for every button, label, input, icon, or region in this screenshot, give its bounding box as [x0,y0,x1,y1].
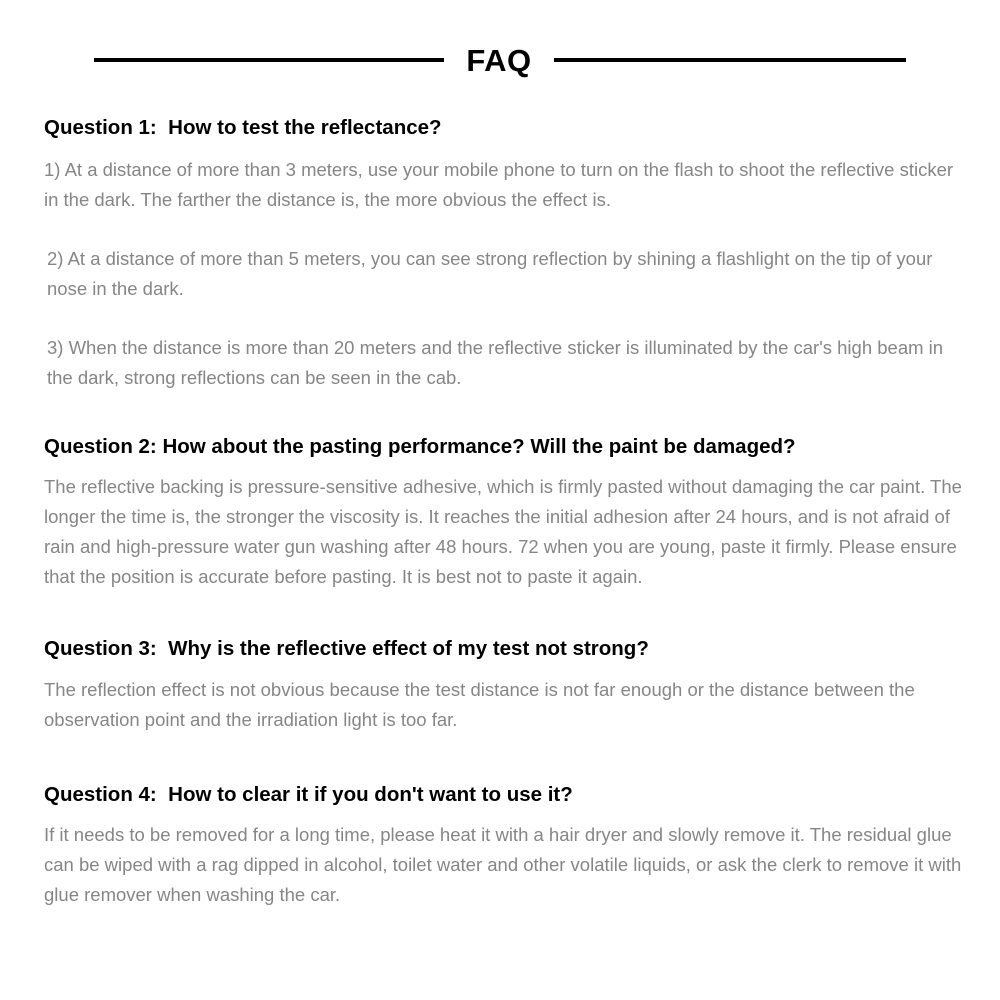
faq-question-heading-1: Question 1: How to test the reflectance? [44,116,442,139]
faq-question-heading-4: Question 4: How to clear it if you don't want to use it? [44,782,573,806]
header-rule-left [94,58,444,62]
faq-answer-paragraph-2-1: The reflective backing is pressure-sensitive adhesive, which is firmly pasted without damaging the car paint. The longer the time is, the stronger the viscosity is. It reaches the initial adhesion after 24 hours, and is not afraid of rain and high-pressure water gun washing after 48 hours. 72 when you are young, paste it firmly. Please ensure that the position is accurate before pasting. It is best not to paste it again. [44,476,962,588]
faq-header [0,36,1000,84]
faq-answer-4 [44,820,964,910]
faq-content [44,116,964,910]
faq-answer-paragraph-3-1: The reflection effect is not obvious because the test distance is not far enough or the distance between the observation point and the irradiation light is too far. [44,678,915,730]
faq-item-2 [44,435,964,593]
faq-answer-1 [44,155,964,393]
faq-answer-paragraph-1-1: 1) At a distance of more than 3 meters, use your mobile phone to turn on the flash to shoot the reflective sticker in the dark. The farther the distance is, the more obvious the effect is. [44,158,954,210]
faq-answer-paragraph-1-3: 3) When the distance is more than 20 meters and the reflective sticker is illuminated by the car's high beam in the dark, strong reflections can be seen in the cab. [47,336,944,388]
faq-question-heading-3: Question 3: Why is the reflective effect of my test not strong? [44,637,649,661]
faq-item-3 [44,637,964,735]
faq-answer-2 [44,472,964,592]
faq-answer-3 [44,675,964,735]
faq-answer-paragraph-4-1: If it needs to be removed for a long time, please heat it with a hair dryer and slowly remove it. The residual glue can be wiped with a rag dipped in alcohol, toilet water and other volatile liquids, or ask the clerk to remove it with glue remover when washing the car. [44,824,962,906]
header-rule-right [554,58,906,62]
page-title: FAQ [466,42,532,78]
faq-answer-paragraph-1-2: 2) At a distance of more than 5 meters, you can see strong reflection by shining a flashlight on the tip of your nose in the dark. [47,247,933,299]
faq-question-heading-2: Question 2: How about the pasting performance? Will the paint be damaged? [44,434,796,458]
faq-item-4 [44,783,964,911]
faq-item-1 [44,116,964,393]
